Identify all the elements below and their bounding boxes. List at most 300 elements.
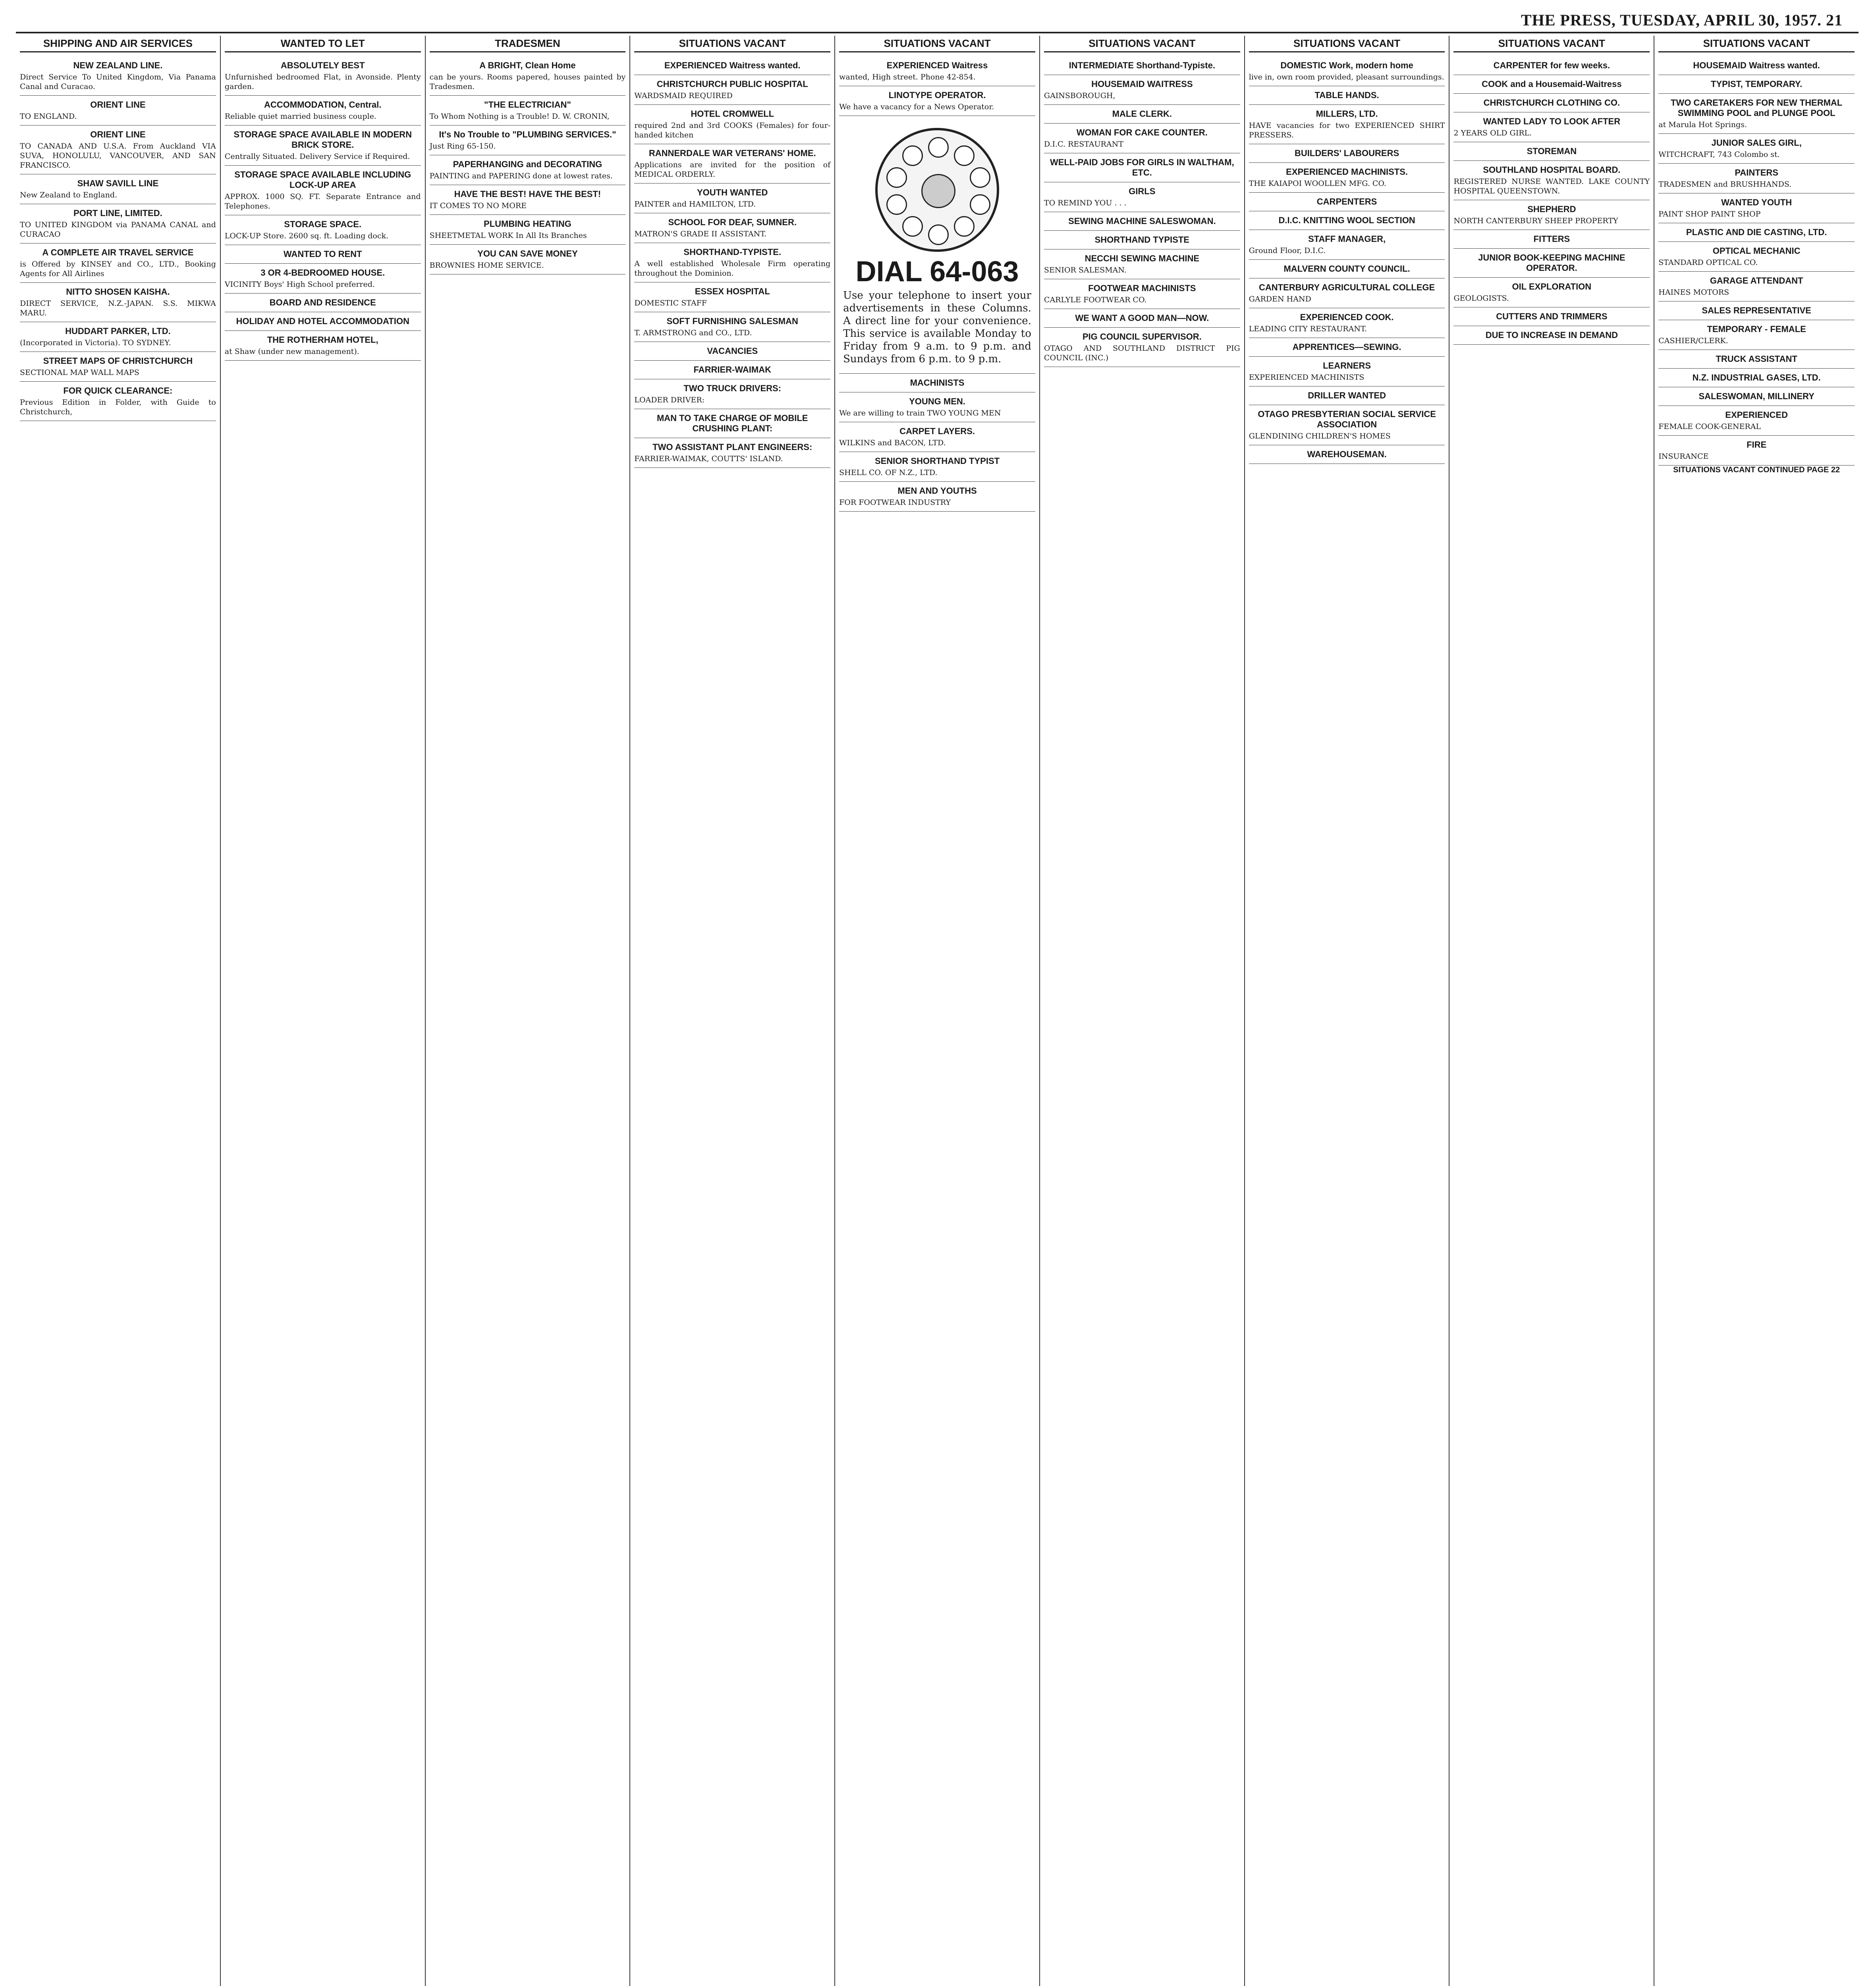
- classified-ad: [1658, 272, 1855, 301]
- classified-ad: [839, 116, 1035, 374]
- ad-title: WANTED YOUTH: [1721, 197, 1792, 207]
- ad-body: Centrally Situated. Delivery Service if Required.: [224, 152, 410, 161]
- column: [221, 36, 426, 1986]
- ad-body: PAINT SHOP PAINT SHOP: [1658, 210, 1761, 218]
- ad-body: STANDARD OPTICAL CO.: [1658, 258, 1758, 267]
- column-heading: SITUATIONS VACANT: [634, 37, 830, 52]
- ad-title: WOMAN FOR CAKE COUNTER.: [1076, 128, 1208, 137]
- ad-title: WE WANT A GOOD MAN—NOW.: [1075, 313, 1209, 323]
- classified-ad: [225, 331, 421, 361]
- classified-ad: [20, 322, 216, 352]
- ad-body: SHEETMETAL WORK In All Its Branches: [429, 231, 587, 240]
- ad-body: A well established Wholesale Firm operating throughout the Dominion.: [634, 259, 831, 278]
- ad-title: STORAGE SPACE AVAILABLE INCLUDING LOCK-UP AREA: [234, 170, 411, 190]
- classified-ad: [1658, 75, 1855, 94]
- ad-title: EXPERIENCED MACHINISTS.: [1286, 167, 1408, 177]
- ad-title: CUTTERS AND TRIMMERS: [1496, 311, 1608, 321]
- telephone-dial-illustration: [875, 128, 999, 252]
- ad-title: HOTEL CROMWELL: [691, 109, 774, 119]
- classified-ad: [1249, 308, 1445, 338]
- ad-body: DIRECT SERVICE, N.Z.-JAPAN. S.S. MIKWA MARU.: [20, 299, 216, 317]
- ad-title: DUE TO INCREASE IN DEMAND: [1485, 330, 1618, 340]
- ad-body: CASHIER/CLERK.: [1658, 336, 1728, 345]
- classified-ad: [20, 204, 216, 243]
- ad-title: SCHOOL FOR DEAF, SUMNER.: [668, 217, 797, 227]
- ad-title: It's No Trouble to "PLUMBING SERVICES.": [439, 129, 616, 139]
- ad-body: live in, own room provided, pleasant surroundings.: [1249, 73, 1444, 81]
- classified-ad: [634, 379, 830, 409]
- column: [630, 36, 835, 1986]
- column-heading: SITUATIONS VACANT: [1658, 37, 1855, 52]
- classified-ad: [225, 264, 421, 294]
- classified-ad: [634, 409, 830, 438]
- classified-ad: [634, 282, 830, 312]
- ad-body: Direct Service To United Kingdom, Via Panama Canal and Curacao.: [20, 73, 216, 91]
- ad-title: TWO CARETAKERS FOR NEW THERMAL SWIMMING POOL and PLUNGE POOL: [1671, 98, 1843, 118]
- ad-title: STAFF MANAGER,: [1308, 234, 1386, 244]
- ad-title: "THE ELECTRICIAN": [484, 100, 571, 110]
- classified-ad: [1249, 278, 1445, 308]
- classified-ad: [20, 126, 216, 174]
- ad-body: APPROX. 1000 SQ. FT. Separate Entrance and Telephones.: [224, 192, 421, 211]
- classified-ad: [1249, 86, 1445, 105]
- ad-body: Applications are invited for the position of MEDICAL ORDERLY.: [634, 160, 831, 179]
- classified-ad: [1658, 387, 1855, 406]
- ad-body: TO REMIND YOU . . .: [1044, 199, 1127, 207]
- column: [835, 36, 1040, 1986]
- ad-title: DIAL 64-063: [855, 256, 1019, 288]
- ad-body: THE KAIAPOI WOOLLEN MFG. CO.: [1249, 179, 1386, 188]
- classified-ad: [634, 438, 830, 468]
- ad-title: THE ROTHERHAM HOTEL,: [267, 335, 378, 345]
- ad-body: FEMALE COOK-GENERAL: [1658, 422, 1761, 431]
- ad-title: STREET MAPS OF CHRISTCHURCH: [43, 356, 193, 366]
- classified-ad: [1453, 249, 1650, 278]
- ad-title: NITTO SHOSEN KAISHA.: [66, 287, 170, 297]
- ad-title: INTERMEDIATE Shorthand-Typiste.: [1069, 60, 1215, 70]
- ad-title: FOOTWEAR MACHINISTS: [1088, 283, 1196, 293]
- ad-title: APPRENTICES—SEWING.: [1292, 342, 1401, 352]
- continued-note: SITUATIONS VACANT CONTINUED PAGE 22: [1673, 466, 1840, 474]
- ad-title: LEARNERS: [1323, 361, 1371, 371]
- classified-ad: [1249, 386, 1445, 405]
- classified-ad: [839, 86, 1035, 116]
- column-heading: SITUATIONS VACANT: [1453, 37, 1650, 52]
- dial-hole: [954, 145, 975, 166]
- classified-ad: [1658, 164, 1855, 193]
- ad-title: FOR QUICK CLEARANCE:: [63, 386, 173, 396]
- classified-ad: [225, 215, 421, 245]
- ad-title: BOARD AND RESIDENCE: [269, 298, 376, 307]
- classified-ad: [839, 392, 1035, 422]
- ad-title: ACCOMMODATION, Central.: [264, 100, 382, 110]
- ad-title: YOUNG MEN.: [909, 396, 965, 406]
- ad-title: CHRISTCHURCH CLOTHING CO.: [1483, 98, 1620, 108]
- classified-ad: [1249, 230, 1445, 260]
- ad-title: MILLERS, LTD.: [1316, 109, 1378, 119]
- classified-ad: [225, 294, 421, 312]
- ad-body: HAINES MOTORS: [1658, 288, 1729, 297]
- ad-title: ORIENT LINE: [90, 129, 146, 139]
- ad-title: CARPET LAYERS.: [899, 426, 975, 436]
- classified-ad: [225, 96, 421, 126]
- classified-ad: [1658, 94, 1855, 134]
- classified-ad: [1658, 193, 1855, 223]
- ad-title: LINOTYPE OPERATOR.: [888, 90, 986, 100]
- ad-body: can be yours. Rooms papered, houses painted by Tradesmen.: [429, 73, 626, 91]
- ad-title: EXPERIENCED COOK.: [1300, 312, 1394, 322]
- ad-title: ESSEX HOSPITAL: [695, 286, 770, 296]
- classified-ad: [225, 56, 421, 96]
- classified-ad: [1658, 406, 1855, 436]
- ad-body: We have a vacancy for a News Operator.: [839, 102, 994, 111]
- ad-body: Use your telephone to insert your advertisements in these Columns. A direct line for your convenience. This service is available Monday to Friday from 9 a.m. to 9 p.m. and Sundays from 6 p.m. to 9 p.m.: [843, 290, 1031, 365]
- ad-title: SALES REPRESENTATIVE: [1702, 305, 1811, 315]
- ad-body: required 2nd and 3rd COOKS (Females) for four-handed kitchen: [634, 121, 831, 139]
- column-heading: SITUATIONS VACANT: [839, 37, 1035, 52]
- ad-title: WANTED LADY TO LOOK AFTER: [1483, 116, 1621, 126]
- ad-body: LEADING CITY RESTAURANT.: [1249, 325, 1367, 333]
- classified-ad: [1249, 338, 1445, 357]
- ad-title: JUNIOR SALES GIRL,: [1711, 138, 1802, 148]
- ad-body: GLENDINING CHILDREN'S HOMES: [1249, 432, 1391, 440]
- ad-body: 2 YEARS OLD GIRL.: [1453, 129, 1532, 137]
- dial-hole: [886, 194, 907, 215]
- ad-body: SHELL CO. OF N.Z., LTD.: [839, 468, 938, 477]
- ad-body: LOADER DRIVER:: [634, 396, 705, 404]
- ad-title: OPTICAL MECHANIC: [1712, 246, 1801, 256]
- ad-title: ABSOLUTELY BEST: [280, 60, 365, 70]
- classified-ad: [1249, 105, 1445, 144]
- ad-title: SHORTHAND-TYPISTE.: [683, 247, 782, 257]
- ad-body: FOR FOOTWEAR INDUSTRY: [839, 498, 951, 507]
- column: [1449, 36, 1654, 1986]
- classified-ad: [1044, 212, 1240, 231]
- ad-body: SENIOR SALESMAN.: [1044, 266, 1127, 274]
- ad-body: IT COMES TO NO MORE: [429, 201, 527, 210]
- classified-ad: [20, 243, 216, 283]
- ad-title: EXPERIENCED Waitress wanted.: [664, 60, 801, 70]
- classified-ad: [1453, 307, 1650, 326]
- classified-ad: [1044, 279, 1240, 309]
- classified-ad: [634, 56, 830, 75]
- column-heading: TRADESMEN: [430, 37, 626, 52]
- classified-ad: [1044, 249, 1240, 279]
- ad-title: PORT LINE, LIMITED.: [73, 208, 162, 218]
- classified-ad: [839, 56, 1035, 86]
- classified-ad: [225, 245, 421, 264]
- classified-ad: [634, 75, 830, 105]
- ad-title: CARPENTER for few weeks.: [1493, 60, 1610, 70]
- ad-title: SHEPHERD: [1527, 204, 1576, 214]
- classified-ad: [1044, 124, 1240, 153]
- ad-body: wanted, High street. Phone 42-854.: [839, 73, 976, 81]
- ad-title: HOUSEMAID WAITRESS: [1091, 79, 1193, 89]
- ad-body: DOMESTIC STAFF: [634, 299, 707, 307]
- ad-title: SHAW SAVILL LINE: [77, 178, 159, 188]
- classified-ad: [1249, 445, 1445, 464]
- classified-ad: [1658, 56, 1855, 75]
- ad-body: LOCK-UP Store. 2600 sq. ft. Loading dock.: [224, 232, 389, 240]
- column: [426, 36, 631, 1986]
- ad-body: To Whom Nothing is a Trouble! D. W. CRONIN,: [429, 112, 610, 121]
- classified-ad: [1044, 105, 1240, 124]
- ad-title: MALVERN COUNTY COUNCIL.: [1283, 264, 1410, 274]
- ad-body: BROWNIES HOME SERVICE.: [429, 261, 544, 270]
- ad-body: MATRON'S GRADE II ASSISTANT.: [634, 230, 767, 238]
- ad-title: DRILLER WANTED: [1308, 390, 1386, 400]
- ad-body: PAINTER and HAMILTON, LTD.: [634, 200, 756, 209]
- classified-ad: [20, 174, 216, 204]
- classified-ad: [1249, 193, 1445, 211]
- classified-ad: [430, 245, 626, 274]
- classified-ad: [1453, 200, 1650, 230]
- dial-hole: [954, 216, 975, 237]
- classified-ad: [1249, 144, 1445, 163]
- ad-body: (Incorporated in Victoria). TO SYDNEY.: [20, 338, 171, 347]
- ad-body: INSURANCE: [1658, 452, 1709, 461]
- classified-ad: [1453, 142, 1650, 161]
- dial-center: [921, 174, 955, 208]
- column-heading: WANTED TO LET: [225, 37, 421, 52]
- ad-title: PLASTIC AND DIE CASTING, LTD.: [1686, 227, 1827, 237]
- classified-ad: [1658, 301, 1855, 320]
- ad-title: DOMESTIC Work, modern home: [1280, 60, 1413, 70]
- ad-title: WANTED TO RENT: [283, 249, 362, 259]
- ad-body: We are willing to train TWO YOUNG MEN: [839, 409, 1001, 417]
- ad-title: OIL EXPLORATION: [1512, 282, 1592, 292]
- ad-title: YOUTH WANTED: [697, 187, 768, 197]
- ad-body: TO CANADA AND U.S.A. From Auckland VIA SUVA, HONOLULU, VANCOUVER, AND SAN FRANCISCO.: [20, 142, 216, 170]
- classified-ad: [1658, 436, 1855, 466]
- ad-body: is Offered by KINSEY and CO., LTD., Booking Agents for All Airlines: [20, 260, 216, 278]
- classified-ad: [225, 126, 421, 166]
- ad-body: VICINITY Boys' High School preferred.: [224, 280, 375, 289]
- classified-ad: [225, 312, 421, 331]
- ad-title: STORAGE SPACE AVAILABLE IN MODERN BRICK STORE.: [234, 129, 412, 150]
- column: [16, 36, 221, 1986]
- classified-ad: [634, 312, 830, 342]
- ad-title: EXPERIENCED Waitress: [886, 60, 988, 70]
- ad-body: EXPERIENCED MACHINISTS: [1249, 373, 1365, 382]
- classified-ad: [430, 96, 626, 126]
- ad-body: CARLYLE FOOTWEAR CO.: [1044, 296, 1147, 304]
- newspaper-page: [16, 8, 1859, 1986]
- ad-title: TYPIST, TEMPORARY.: [1711, 79, 1803, 89]
- ad-body: GARDEN HAND: [1249, 295, 1311, 303]
- ad-title: YOU CAN SAVE MONEY: [477, 249, 578, 259]
- dial-hole: [928, 137, 949, 158]
- classified-ad: [634, 105, 830, 144]
- classified-ad: [430, 126, 626, 155]
- masthead: [16, 8, 1859, 33]
- ad-title: COOK and a Housemaid-Waitress: [1482, 79, 1622, 89]
- classified-ad: [839, 422, 1035, 452]
- ad-title: D.I.C. KNITTING WOOL SECTION: [1278, 215, 1415, 225]
- classified-ad: [1658, 320, 1855, 350]
- ad-body: Unfurnished bedroomed Flat, in Avonside. Plenty garden.: [224, 73, 421, 91]
- classified-ad: [1453, 326, 1650, 345]
- ad-body: WARDSMAID REQUIRED: [634, 91, 733, 100]
- classified-ad: [1658, 223, 1855, 242]
- ad-title: MAN TO TAKE CHARGE OF MOBILE CRUSHING PLANT:: [656, 413, 808, 433]
- classified-ad: [1453, 94, 1650, 112]
- ad-title: PIG COUNCIL SUPERVISOR.: [1082, 332, 1202, 342]
- ad-title: VACANCIES: [707, 346, 758, 356]
- classified-ad: [430, 185, 626, 215]
- classified-ad: [1658, 134, 1855, 164]
- ad-body: WITCHCRAFT, 743 Colombo st.: [1658, 150, 1780, 159]
- ad-title: HAVE THE BEST! HAVE THE BEST!: [454, 189, 601, 199]
- ad-body: Reliable quiet married business couple.: [224, 112, 376, 121]
- ad-title: FIRE: [1747, 440, 1767, 450]
- ad-body: SECTIONAL MAP WALL MAPS: [20, 368, 139, 377]
- classified-ad: [1249, 405, 1445, 445]
- classified-ad: [1453, 278, 1650, 307]
- ad-title: BUILDERS' LABOURERS: [1295, 148, 1399, 158]
- classified-ad: [1044, 75, 1240, 105]
- classified-ad: [1044, 56, 1240, 75]
- classified-ad: [1044, 182, 1240, 212]
- ad-body: FARRIER-WAIMAK, COUTTS' ISLAND.: [634, 454, 783, 463]
- classified-ad: [839, 482, 1035, 512]
- classified-ad: [634, 342, 830, 361]
- ad-body: NORTH CANTERBURY SHEEP PROPERTY: [1453, 216, 1618, 225]
- ad-body: TO ENGLAND.: [20, 112, 77, 121]
- ad-title: CARPENTERS: [1316, 197, 1377, 207]
- ad-title: SEWING MACHINE SALESWOMAN.: [1068, 216, 1216, 226]
- ad-title: WELL-PAID JOBS FOR GIRLS IN WALTHAM, ETC.: [1050, 157, 1234, 178]
- ad-title: EXPERIENCED: [1725, 410, 1788, 420]
- classified-ad: [1044, 231, 1240, 249]
- ad-body: WILKINS and BACON, LTD.: [839, 439, 946, 447]
- classified-ad: [1453, 56, 1650, 75]
- classified-ad: [839, 374, 1035, 392]
- ad-title: STORAGE SPACE.: [284, 219, 362, 229]
- ad-body: GEOLOGISTS.: [1453, 294, 1509, 303]
- ad-title: RANNERDALE WAR VETERANS' HOME.: [648, 148, 816, 158]
- classified-ad: [20, 283, 216, 322]
- classified-ad: [20, 96, 216, 126]
- ad-title: N.Z. INDUSTRIAL GASES, LTD.: [1692, 373, 1821, 383]
- dial-hole: [902, 216, 923, 237]
- ad-title: SOUTHLAND HOSPITAL BOARD.: [1483, 165, 1621, 175]
- ad-title: GIRLS: [1129, 186, 1156, 196]
- ad-title: NEW ZEALAND LINE.: [73, 60, 163, 70]
- ad-body: HAVE vacancies for two EXPERIENCED SHIRT PRESSERS.: [1249, 121, 1445, 139]
- classified-ad: [1249, 260, 1445, 278]
- ad-title: ORIENT LINE: [90, 100, 146, 110]
- classified-ad: [1249, 56, 1445, 86]
- ad-title: TEMPORARY - FEMALE: [1707, 324, 1806, 334]
- ad-body: Previous Edition in Folder, with Guide to Christchurch,: [20, 398, 216, 416]
- classified-ad: [1453, 112, 1650, 142]
- classified-ad: [1453, 161, 1650, 200]
- dial-hole: [902, 145, 923, 166]
- classified-columns: [16, 36, 1859, 1986]
- dial-hole: [970, 194, 990, 215]
- ad-title: FARRIER-WAIMAK: [693, 365, 771, 375]
- ad-title: TWO ASSISTANT PLANT ENGINEERS:: [652, 442, 813, 452]
- classified-ad: [1658, 242, 1855, 272]
- ad-title: TWO TRUCK DRIVERS:: [683, 383, 782, 393]
- ad-title: STOREMAN: [1527, 146, 1577, 156]
- dial-hole: [970, 167, 990, 188]
- classified-ad: [225, 166, 421, 215]
- classified-ad: [1249, 211, 1445, 230]
- ad-title: SALESWOMAN, MILLINERY: [1698, 391, 1814, 401]
- classified-ad: [1044, 153, 1240, 182]
- classified-ad: [1249, 357, 1445, 386]
- classified-ad: [430, 155, 626, 185]
- ad-body: at Marula Hot Springs.: [1658, 120, 1747, 129]
- column-heading: SHIPPING AND AIR SERVICES: [20, 37, 216, 52]
- ad-title: TABLE HANDS.: [1314, 90, 1379, 100]
- classified-ad: [1044, 309, 1240, 328]
- ad-title: PAINTERS: [1735, 168, 1778, 178]
- ad-body: GAINSBOROUGH,: [1044, 91, 1116, 100]
- classified-ad: [634, 361, 830, 379]
- masthead-title: THE PRESS, TUESDAY, APRIL 30, 1957. 21: [1521, 11, 1843, 29]
- classified-ad: [20, 56, 216, 96]
- ad-title: WAREHOUSEMAN.: [1307, 449, 1387, 459]
- ad-title: A COMPLETE AIR TRAVEL SERVICE: [42, 247, 194, 257]
- ad-body: New Zealand to England.: [20, 191, 118, 199]
- ad-body: PAINTING and PAPERING done at lowest rates.: [429, 172, 613, 180]
- ad-title: A BRIGHT, Clean Home: [479, 60, 576, 70]
- ad-body: TRADESMEN and BRUSHHANDS.: [1658, 180, 1792, 189]
- ad-title: HUDDART PARKER, LTD.: [65, 326, 171, 336]
- ad-title: CANTERBURY AGRICULTURAL COLLEGE: [1258, 282, 1435, 292]
- ad-title: SOFT FURNISHING SALESMAN: [666, 316, 798, 326]
- classified-ad: [1249, 163, 1445, 193]
- column: [1040, 36, 1245, 1986]
- ad-body: at Shaw (under new management).: [224, 347, 359, 356]
- classified-ad: [1658, 369, 1855, 387]
- ad-title: HOUSEMAID Waitress wanted.: [1693, 60, 1820, 70]
- classified-ad: [1658, 350, 1855, 369]
- ad-title: SHORTHAND TYPISTE: [1094, 235, 1189, 245]
- ad-body: Just Ring 65-150.: [429, 142, 496, 151]
- classified-ad: [634, 213, 830, 243]
- ad-title: 3 OR 4-BEDROOMED HOUSE.: [261, 268, 385, 278]
- ad-title: HOLIDAY AND HOTEL ACCOMMODATION: [236, 316, 409, 326]
- classified-ad: [430, 56, 626, 96]
- ad-title: JUNIOR BOOK-KEEPING MACHINE OPERATOR.: [1478, 253, 1625, 273]
- dial-hole: [928, 224, 949, 245]
- ad-title: TRUCK ASSISTANT: [1716, 354, 1797, 364]
- classified-ad: [20, 352, 216, 382]
- ad-body: D.I.C. RESTAURANT: [1044, 140, 1123, 149]
- ad-body: TO UNITED KINGDOM via PANAMA CANAL and CURACAO: [20, 220, 216, 239]
- ad-body: Ground Floor, D.I.C.: [1249, 246, 1326, 255]
- classified-ad: [1044, 328, 1240, 367]
- ad-title: MEN AND YOUTHS: [897, 486, 977, 496]
- ad-title: FITTERS: [1533, 234, 1570, 244]
- classified-ad: [634, 184, 830, 213]
- classified-ad: [839, 452, 1035, 482]
- column: [1654, 36, 1859, 1986]
- ad-title: SENIOR SHORTHAND TYPIST: [874, 456, 1000, 466]
- ad-body: REGISTERED NURSE WANTED. LAKE COUNTY HOSPITAL QUEENSTOWN.: [1453, 177, 1650, 195]
- ad-title: MACHINISTS: [910, 378, 965, 388]
- classified-ad: [634, 243, 830, 282]
- ad-body: T. ARMSTRONG and CO., LTD.: [634, 328, 752, 337]
- ad-title: PLUMBING HEATING: [484, 219, 571, 229]
- ad-title: NECCHI SEWING MACHINE: [1085, 253, 1200, 263]
- ad-title: CHRISTCHURCH PUBLIC HOSPITAL: [656, 79, 808, 89]
- dial-hole: [886, 167, 907, 188]
